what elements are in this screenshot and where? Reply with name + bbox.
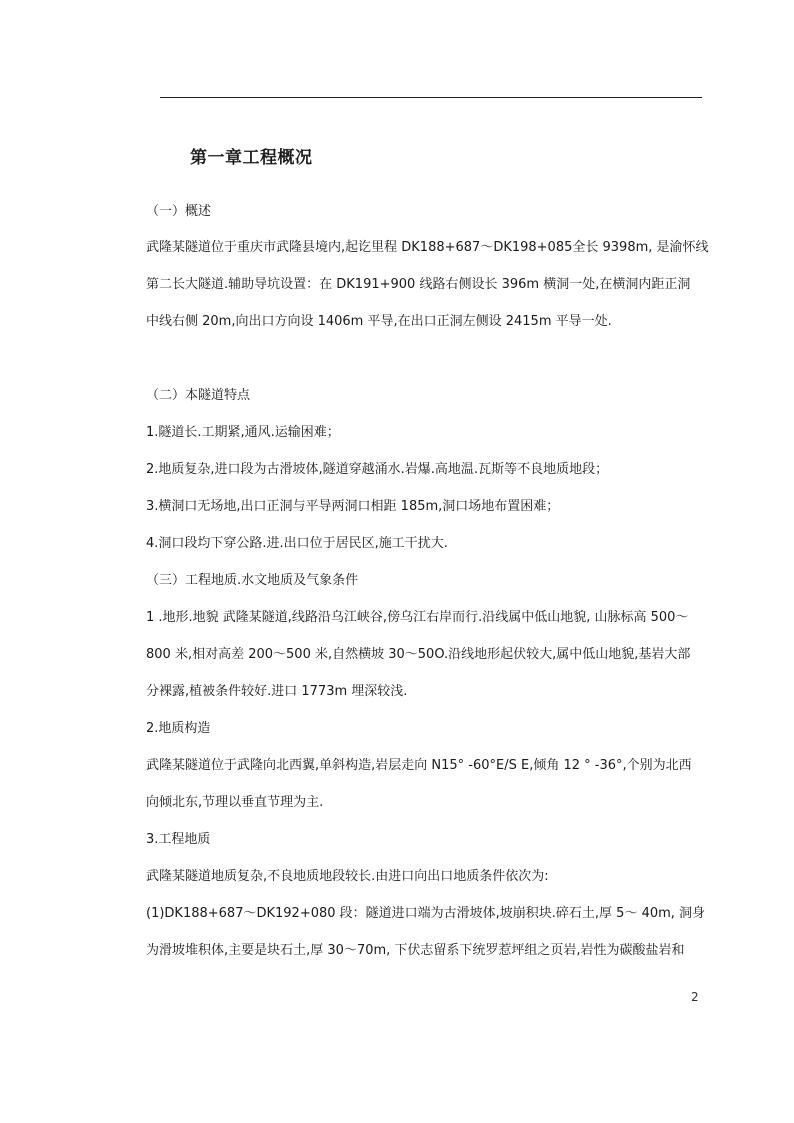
feature-item: 1.隧道长.工期紧,通风.运输困难； [146,425,340,440]
section-heading-overview: （一）概述 [146,204,212,219]
paragraph-line: 武隆某隧道地质复杂,不良地质地段较长.由进口向出口地质条件依次为: [146,869,549,884]
paragraph-line: 为滑坡堆积体,主要是块石土,厚 30～70m, 下伏志留系下统罗惹坪组之页岩,岩性为碳酸盐岩和 [146,943,685,958]
feature-item: 4.洞口段均下穿公路.进.出口位于居民区,施工干扰大. [146,536,448,551]
paragraph-line: (1)DK188+687～DK192+080 段：隧道进口端为古滑坡体,坡崩积块.碎石土,厚 5～ 40m, 洞身 [146,906,706,921]
paragraph-line: 1 .地形.地貌 武隆某隧道,线路沿乌江峡谷,傍乌江右岸而行.沿线属中低山地貌, 山脉标高 500～ [146,610,689,625]
paragraph-line: 武隆某隧道位于武隆向北西翼,单斜构造,岩层走向 N15° -60°E/S E,倾角 12 ° -36°,个别为北西 [146,758,692,773]
section-heading-features: （二）本隧道特点 [146,388,251,403]
feature-item: 3.横洞口无场地,出口正洞与平导两洞口相距 185m,洞口场地布置困难； [146,499,560,514]
paragraph-line: 武隆某隧道位于重庆市武隆县境内,起讫里程 DK188+687～DK198+085全长 9398m, 是渝怀线 [146,240,709,255]
paragraph-line: 向倾北东,节理以垂直节理为主. [146,795,324,810]
subheading-engineering-geology: 3.工程地质 [146,832,211,847]
paragraph-line: 第二长大隧道.辅助导坑设置：在 DK191+900 线路右侧设长 396m 横洞一处,在横洞内距正洞 [146,277,691,292]
paragraph-line: 分裸露,植被条件较好.进口 1773m 埋深较浅. [146,684,408,699]
paragraph-line: 中线右侧 20m,向出口方向设 1406m 平导,在出口正洞左侧设 2415m 平导一处. [146,314,612,329]
chapter-title: 第一章工程概况 [190,148,313,168]
page-number: 2 [691,990,699,1004]
subheading-structure: 2.地质构造 [146,721,211,736]
paragraph-line: 800 米,相对高差 200～500 米,自然横坡 30～50O.沿线地形起伏较大,属中低山地貌,基岩大部 [146,647,691,662]
feature-item: 2.地质复杂,进口段为古滑坡体,隧道穿越涌水.岩爆.高地温.瓦斯等不良地质地段； [146,462,609,477]
section-heading-geology: （三）工程地质.水文地质及气象条件 [146,573,359,588]
header-rule [160,97,702,98]
